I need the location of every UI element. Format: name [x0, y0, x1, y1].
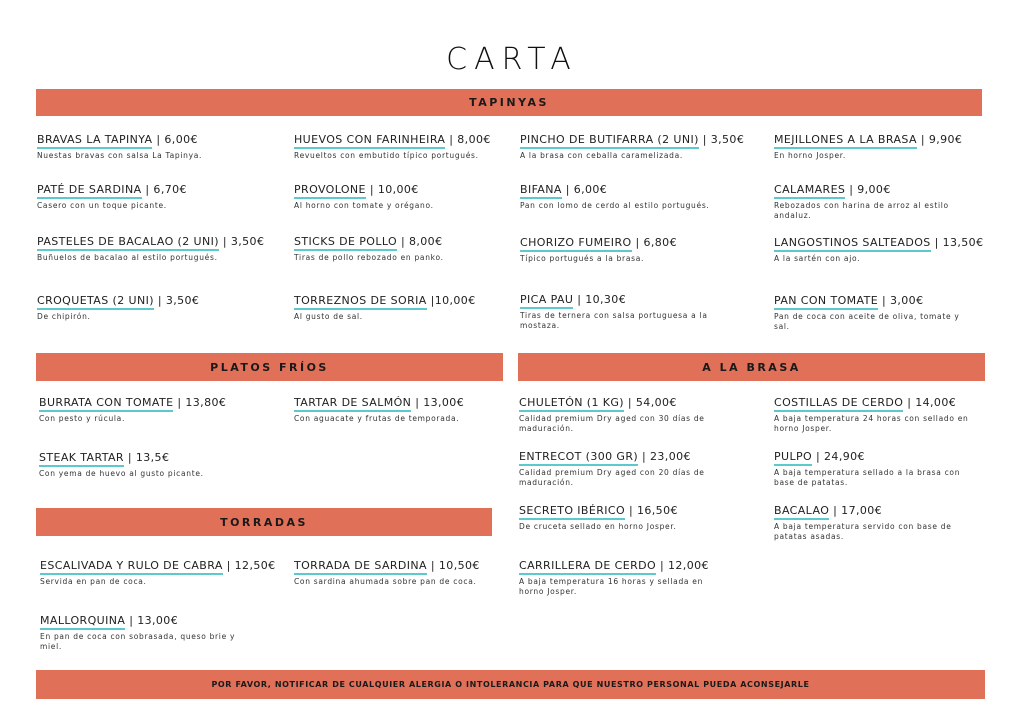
item-name: ENTRECOT (300 GR)	[519, 450, 638, 466]
item-description: Nuestas bravas con salsa La Tapinya.	[37, 151, 203, 160]
menu-item	[774, 133, 994, 161]
item-title	[520, 293, 740, 306]
item-title	[39, 451, 259, 464]
item-description: Con sardina ahumada sobre pan de coca.	[294, 577, 477, 586]
menu-item	[774, 183, 994, 221]
item-title	[774, 236, 994, 249]
item-title	[520, 133, 745, 146]
item-name: TARTAR DE SALMÓN	[294, 396, 411, 412]
item-title	[37, 133, 257, 146]
menu-item	[774, 396, 994, 434]
item-description: Al gusto de sal.	[294, 312, 363, 321]
item-price: | 3,50€	[157, 294, 200, 307]
item-title	[40, 614, 260, 627]
item-price: | 12,50€	[226, 559, 276, 572]
item-description: Tiras de ternera con salsa portuguesa a la mostaza.	[520, 311, 708, 330]
item-title	[774, 294, 994, 307]
item-title	[294, 133, 514, 146]
section-header-tapinyas: TAPINYAS	[36, 89, 982, 116]
menu-item	[519, 559, 739, 597]
item-description: Revueltos con embutido típico portugués.	[294, 151, 479, 160]
item-name: CALAMARES	[774, 183, 845, 199]
item-title	[774, 183, 994, 196]
menu-item	[520, 236, 740, 264]
item-price: | 24,90€	[816, 450, 865, 463]
item-title	[294, 559, 514, 572]
item-description: En horno Josper.	[774, 151, 846, 160]
item-description: A la brasa con ceballa caramelizada.	[520, 151, 683, 160]
menu-item	[37, 235, 265, 263]
item-description: Casero con un toque picante.	[37, 201, 167, 210]
item-title	[519, 396, 739, 409]
item-description: Con aguacate y frutas de temporada.	[294, 414, 460, 423]
item-price: | 10,00€	[369, 183, 419, 196]
menu-item	[40, 559, 276, 587]
item-description: Rebozados con harina de arroz al estilo andaluz.	[774, 201, 949, 220]
item-price: | 3,50€	[222, 235, 265, 248]
item-description: En pan de coca con sobrasada, queso brie y miel.	[40, 632, 236, 651]
item-name: BRAVAS LA TAPINYA	[37, 133, 152, 149]
item-price: | 54,00€	[627, 396, 677, 409]
item-title	[294, 396, 514, 409]
menu-item	[37, 294, 257, 322]
item-price: | 8,00€	[449, 133, 491, 146]
item-price: | 17,00€	[833, 504, 883, 517]
menu-item	[774, 450, 994, 488]
item-title	[37, 235, 265, 248]
item-price: | 13,5€	[127, 451, 170, 464]
item-name: BIFANA	[520, 183, 562, 199]
item-description: A baja temperatura servido con base de patatas asadas.	[774, 522, 952, 541]
menu-item	[37, 133, 257, 161]
item-name: MALLORQUINA	[40, 614, 125, 630]
item-name: TORRADA DE SARDINA	[294, 559, 427, 575]
item-price: | 13,00€	[129, 614, 179, 627]
item-name: PULPO	[774, 450, 812, 466]
item-title	[519, 559, 739, 572]
item-name: LANGOSTINOS SALTEADOS	[774, 236, 931, 252]
item-price: | 8,00€	[400, 235, 443, 248]
item-title	[519, 504, 739, 517]
menu-item	[774, 236, 994, 264]
item-title	[520, 236, 740, 249]
item-title	[774, 450, 994, 463]
menu-item	[519, 504, 739, 532]
item-name: STEAK TARTAR	[39, 451, 124, 467]
item-name: PICA PAU	[520, 293, 573, 309]
item-name: PASTELES DE BACALAO (2 UNI)	[37, 235, 219, 251]
item-name: CARRILLERA DE CERDO	[519, 559, 656, 575]
item-title	[294, 183, 514, 196]
item-title	[774, 396, 994, 409]
menu-item	[294, 235, 514, 263]
item-name: CHORIZO FUMEIRO	[520, 236, 632, 252]
menu-item	[294, 396, 514, 424]
item-title	[520, 183, 740, 196]
item-description: Calidad premium Dry aged con 20 días de maduración.	[519, 468, 705, 487]
item-price: | 13,00€	[415, 396, 465, 409]
item-name: ESCALIVADA Y RULO DE CABRA	[40, 559, 223, 575]
menu-item	[294, 183, 514, 211]
item-name: SECRETO IBÉRICO	[519, 504, 625, 520]
section-header-torradas: TORRADAS	[36, 508, 492, 536]
menu-item	[294, 294, 514, 322]
item-title	[37, 294, 257, 307]
item-name: CHULETÓN (1 KG)	[519, 396, 624, 412]
item-name: STICKS DE POLLO	[294, 235, 397, 251]
item-name: PAN CON TOMATE	[774, 294, 878, 310]
item-title	[40, 559, 276, 572]
item-name: PINCHO DE BUTIFARRA (2 UNI)	[520, 133, 699, 149]
item-name: TORREZNOS DE SORIA	[294, 294, 427, 310]
item-name: BACALAO	[774, 504, 829, 520]
item-title	[774, 133, 994, 146]
menu-item	[40, 614, 260, 652]
item-description: Con pesto y rúcula.	[39, 414, 126, 423]
menu-item	[520, 293, 740, 331]
menu-item	[39, 396, 259, 424]
menu-item	[37, 183, 257, 211]
item-title	[37, 183, 257, 196]
item-price: | 6,70€	[145, 183, 187, 196]
item-description: A baja temperatura sellado a la brasa con base de patatas.	[774, 468, 961, 487]
allergy-notice: POR FAVOR, NOTIFICAR DE CUALQUIER ALERGIA O INTOLERANCIA PARA QUE NUESTRO PERSONAL PUEDA ACONSEJARLE	[36, 670, 985, 699]
menu-item	[294, 559, 514, 587]
item-price: | 6,00€	[156, 133, 198, 146]
menu-item	[520, 133, 745, 161]
item-description: Servida en pan de coca.	[40, 577, 147, 586]
page-title: CARTA	[446, 42, 578, 77]
item-price: | 9,90€	[920, 133, 963, 146]
item-name: HUEVOS CON FARINHEIRA	[294, 133, 445, 149]
menu-item	[519, 450, 739, 488]
item-title	[774, 504, 994, 517]
item-description: A la sartén con ajo.	[774, 254, 861, 263]
menu-item	[520, 183, 740, 211]
item-description: Tiras de pollo rebozado en panko.	[294, 253, 444, 262]
item-price: | 3,00€	[881, 294, 924, 307]
menu-item	[519, 396, 739, 434]
item-name: COSTILLAS DE CERDO	[774, 396, 903, 412]
menu-item	[39, 451, 259, 479]
item-description: Con yema de huevo al gusto picante.	[39, 469, 204, 478]
item-title	[39, 396, 259, 409]
section-header-platos-frios: PLATOS FRÍOS	[36, 353, 503, 381]
section-header-a-la-brasa: A LA BRASA	[518, 353, 985, 381]
item-price: |10,00€	[430, 294, 476, 307]
item-price: | 16,50€	[628, 504, 678, 517]
menu-item	[774, 504, 994, 542]
item-price: | 23,00€	[642, 450, 691, 463]
item-description: Calidad premium Dry aged con 30 días de maduración.	[519, 414, 705, 433]
item-price: | 10,30€	[577, 293, 627, 306]
item-description: Pan de coca con aceite de oliva, tomate y sal.	[774, 312, 960, 331]
item-description: A baja temperatura 16 horas y sellada en horno Josper.	[519, 577, 704, 596]
item-name: BURRATA CON TOMATE	[39, 396, 173, 412]
item-description: De chipirón.	[37, 312, 91, 321]
item-price: | 3,50€	[702, 133, 745, 146]
item-description: Al horno con tomate y orégano.	[294, 201, 434, 210]
item-name: CROQUETAS (2 UNI)	[37, 294, 154, 310]
item-price: | 10,50€	[430, 559, 480, 572]
item-title	[294, 235, 514, 248]
item-name: MEJILLONES A LA BRASA	[774, 133, 917, 149]
item-title	[519, 450, 739, 463]
menu-item	[294, 133, 514, 161]
menu-item	[774, 294, 994, 332]
item-name: PROVOLONE	[294, 183, 366, 199]
item-price: | 13,50€	[934, 236, 984, 249]
item-price: | 12,00€	[660, 559, 709, 572]
item-description: Pan con lomo de cerdo al estilo portugués.	[520, 201, 710, 210]
item-price: | 6,00€	[565, 183, 608, 196]
item-title	[294, 294, 514, 307]
item-description: A baja temperatura 24 horas con sellado en horno Josper.	[774, 414, 969, 433]
item-price: | 14,00€	[907, 396, 957, 409]
item-description: Típico portugués a la brasa.	[520, 254, 645, 263]
item-description: Buñuelos de bacalao al estilo portugués.	[37, 253, 218, 262]
item-price: | 6,80€	[635, 236, 677, 249]
item-price: | 9,00€	[849, 183, 891, 196]
item-price: | 13,80€	[177, 396, 227, 409]
item-name: PATÉ DE SARDINA	[37, 183, 142, 199]
item-description: De cruceta sellado en horno Josper.	[519, 522, 677, 531]
